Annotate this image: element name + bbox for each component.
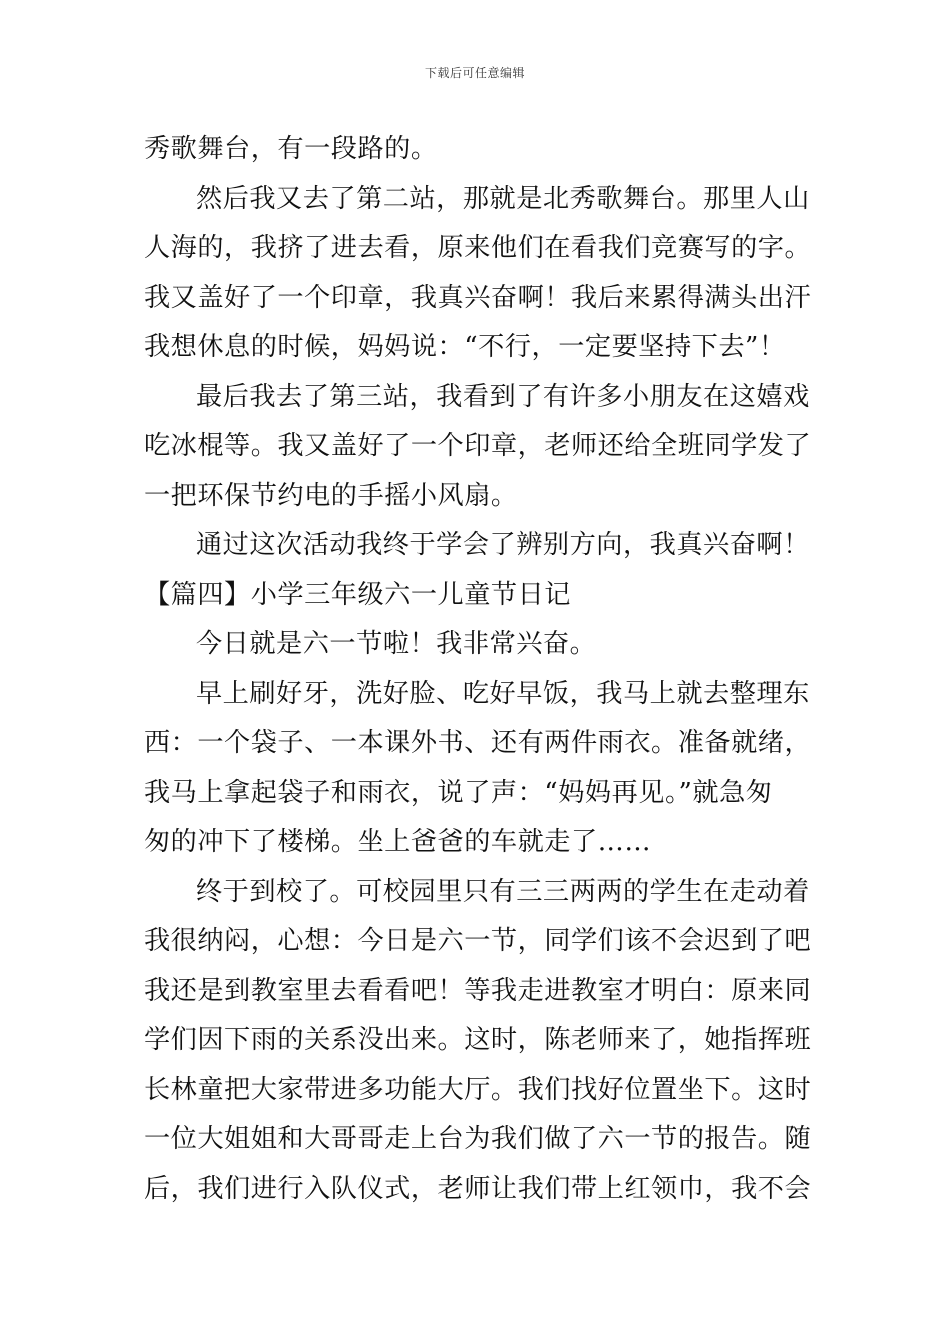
text-line: 一把环保节约电的手摇小风扇。 xyxy=(144,480,518,511)
text-line: 通过这次活动我终于学会了辨别方向，我真兴奋啊！ xyxy=(196,530,810,560)
text-line: 我马上拿起袋子和雨衣，说了声：“妈妈再见。”就急匆 xyxy=(144,777,773,808)
text-line: 长林童把大家带进多功能大厅。我们找好位置坐下。这时 xyxy=(144,1074,812,1105)
text-line: 我很纳闷，心想：今日是六一节，同学们该不会迟到了吧 xyxy=(144,926,812,956)
document-body xyxy=(144,125,812,1214)
text-line: 最后我去了第三站，我看到了有许多小朋友在这嬉戏 xyxy=(196,381,810,412)
text-line: 我想休息的时候，妈妈说：“不行，一定要坚持下去”！ xyxy=(144,332,786,362)
text-line: 匆的冲下了楼梯。坐上爸爸的车就走了…… xyxy=(144,827,652,857)
text-line: 早上刷好牙，洗好脸、吃好早饭，我马上就去整理东 xyxy=(196,678,810,709)
text-line: 学们因下雨的关系没出来。这时，陈老师来了，她指挥班 xyxy=(144,1025,812,1055)
page-header: 下载后可任意编辑 xyxy=(424,66,525,80)
text-line: 西：一个袋子、一本课外书、还有两件雨衣。准备就绪， xyxy=(144,728,812,758)
section-heading: 【篇四】小学三年级六一儿童节日记 xyxy=(144,579,571,610)
text-line: 我还是到教室里去看看吧！等我走进教室才明白：原来同 xyxy=(144,975,812,1006)
text-line: 后，我们进行入队仪式，老师让我们带上红领巾，我不会 xyxy=(144,1173,812,1204)
text-line: 然后我又去了第二站，那就是北秀歌舞台。那里人山 xyxy=(196,183,810,214)
text-line: 吃冰棍等。我又盖好了一个印章，老师还给全班同学发了 xyxy=(144,431,812,461)
text-line: 今日就是六一节啦！我非常兴奋。 xyxy=(196,629,597,659)
text-line: 我又盖好了一个印章，我真兴奋啊！我后来累得满头出汗 xyxy=(144,282,812,313)
text-line: 秀歌舞台，有一段路的。 xyxy=(144,134,438,164)
text-line: 人海的，我挤了进去看，原来他们在看我们竞赛写的字。 xyxy=(144,233,812,263)
text-line: 终于到校了。可校园里只有三三两两的学生在走动着 xyxy=(196,876,810,907)
text-line: 一位大姐姐和大哥哥走上台为我们做了六一节的报告。随 xyxy=(144,1124,812,1154)
